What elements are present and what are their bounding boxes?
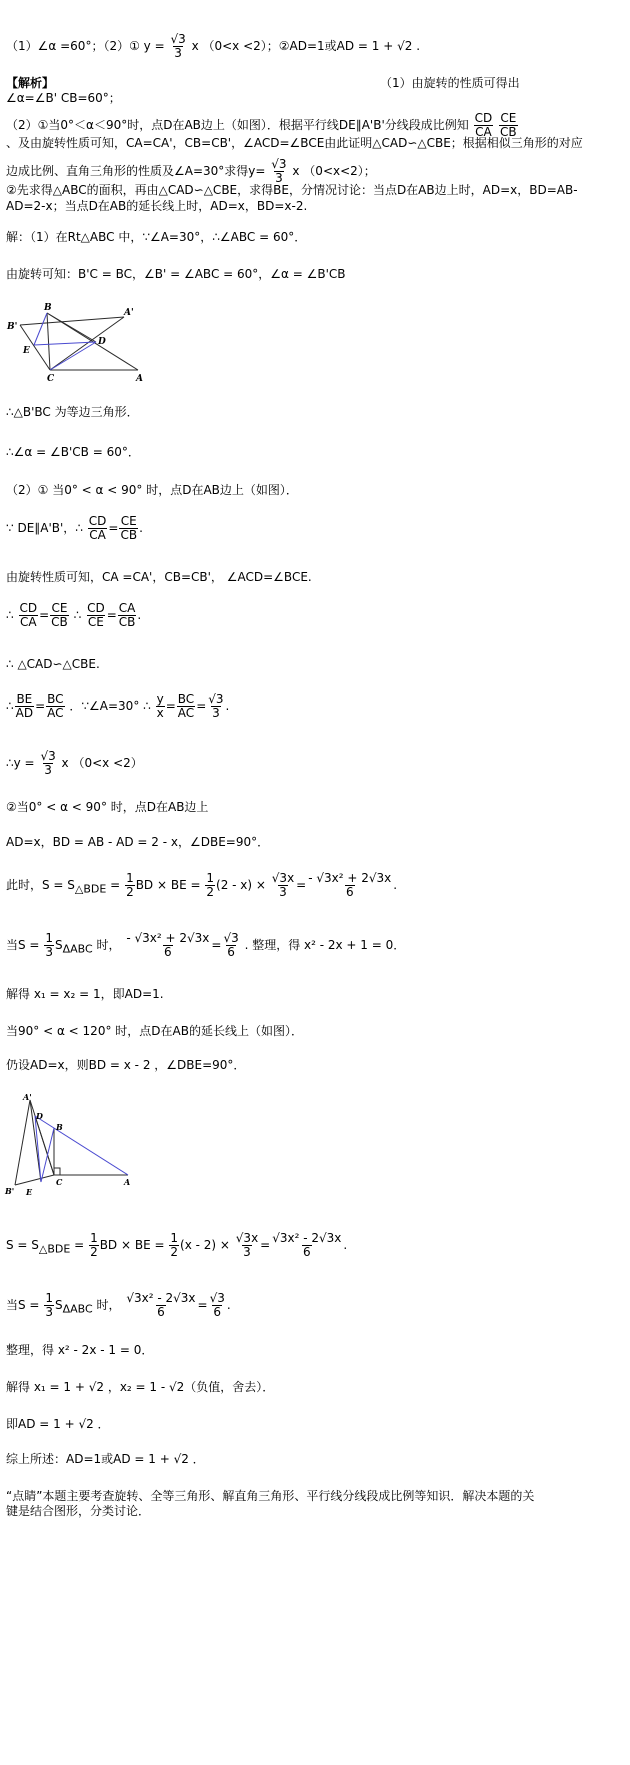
solution-line: 综上所述：AD=1或AD = 1 + √2 ． [6, 1452, 205, 1466]
fraction: $\frac{√3x}{3}$ [235, 1231, 259, 1259]
point-label: C [47, 374, 55, 384]
solution-line: 仍设AD=x，则BD = x - 2 ，∠DBE=90°． [6, 1058, 246, 1072]
solution-line: 当S = $\frac{1}{3}$ $S_{\Delta ABC}$ 时， $\frac{\text{√3x² - 2√3x}}{6}$ = $\frac{√3}{6}$ . [6, 1291, 231, 1319]
fraction: $\frac{CE}{CB}$ [51, 601, 68, 629]
fraction: $\frac{\text{- √3x² + 2√3x}}{6}$ [308, 871, 392, 899]
point-label: A' [124, 308, 134, 318]
fraction: $\frac{1}{2}$ [90, 1231, 98, 1259]
analysis-line: ∠α=∠B' CB=60°； [6, 91, 121, 105]
fraction: $\frac{1}{3}$ [45, 1291, 53, 1319]
solution-line: ∴ △CAD∽△CBE. [6, 657, 100, 671]
solution-line: （2）① 当0° < α < 90° 时，点D在AB边上（如图）． [6, 483, 298, 497]
fraction: $\frac{CD}{CA}$ [88, 514, 107, 542]
answer-line: （1）∠α =60°；（2）① y = $\frac{√3}{3}$ x （0<x <2）；②AD=1或AD = 1 + √2 . [6, 32, 421, 60]
solution-line: ∴∠α = ∠B'CB = 60°． [6, 445, 140, 459]
fraction: $\frac{√3}{3}$ [208, 692, 224, 720]
solution-line: 解：（1）在Rt△ABC 中，∵∠A=30°，∴∠ABC = 60°． [6, 230, 307, 244]
point-label: B' [5, 1186, 15, 1196]
solution-line: ∴ $\frac{CD}{CA}$ = $\frac{CE}{CB}$ ∴ $\frac{CD}{CE}$ = $\frac{CA}{CB}$ . [6, 601, 142, 629]
point-label: A [124, 1177, 131, 1187]
solution-line: 解得 x₁ = x₂ = 1，即AD=1. [6, 987, 164, 1001]
analysis-line: AD=2-x；当点D在AB的延长线上时，AD=x，BD=x-2. [6, 199, 308, 213]
solution-line: 此时，$S = S_{\triangle BDE}$ = $\frac{1}{2}$ BD × BE = $\frac{1}{2}$ (2 - x) × $\frac{√3x}{3}$ = $\frac{\text{- √3x² + 2√3x}}{6}$ . [6, 871, 398, 899]
analysis-line: ②先求得△ABC的面积，再由△CAD∽△CBE，求得BE，分情况讨论：当点D在AB边上时，AD=x，BD=AB- [6, 183, 578, 197]
solution-line: ②当0° < α < 90° 时，点D在AB边上 [6, 800, 209, 814]
fraction: $\frac{CD}{CA}$ [474, 111, 493, 139]
fraction: $\frac{\text{√3x² - 2√3x}}{6}$ [126, 1291, 196, 1319]
fraction: $\frac{CE}{CB}$ [120, 514, 138, 542]
point-label: B [44, 303, 52, 313]
solution-line: 由旋转性质可知，CA =CA'，CB=CB'， ∠ACD=∠BCE. [6, 570, 312, 584]
fraction: $\frac{CD}{CE}$ [87, 601, 105, 629]
fraction: $\frac{BC}{AC}$ [177, 692, 195, 720]
point-label: D [36, 1111, 43, 1121]
fraction: $\frac{√3}{6}$ [209, 1291, 225, 1319]
solution-line: ∴ $\frac{BE}{AD}$ = $\frac{BC}{AC}$ ．∵∠A=30° ∴ $\frac{y}{x}$ = $\frac{BC}{AC}$ = $\frac{√3}{3}$ . [6, 692, 230, 720]
comment-line: “点睛”本题主要考查旋转、全等三角形、解直角三角形、平行线分线段成比例等知识．解决本题的关 [6, 1489, 535, 1503]
fraction: $\frac{CD}{CA}$ [19, 601, 38, 629]
fraction: $\frac{1}{2}$ [126, 871, 134, 899]
fraction: $\frac{√3x}{3}$ [271, 871, 295, 899]
fraction: $\frac{1}{2}$ [206, 871, 215, 899]
fraction: $\frac{y}{x}$ [156, 692, 164, 720]
fraction: $\frac{√3}{6}$ [223, 931, 239, 959]
fraction: $\frac{1}{3}$ [45, 931, 53, 959]
fraction: $\frac{√3}{3}$ [271, 157, 287, 185]
point-label: A [136, 374, 143, 384]
analysis-line: 边成比例、直角三角形的性质及∠A=30°求得y= $\frac{√3}{3}$ x （0<x<2）； [6, 157, 376, 185]
solution-line: ∴△B'BC 为等边三角形． [6, 405, 139, 419]
solution-line: $S = S_{\triangle BDE}$ = $\frac{1}{2}$ BD × BE = $\frac{1}{2}$ (x - 2) × $\frac{√3x}{3}$ = $\frac{\text{√3x² - 2√3x}}{6}$ . [6, 1231, 348, 1259]
point-label: E [26, 1187, 33, 1197]
geometry-figure-2 [6, 1088, 146, 1200]
solution-line: 由旋转可知：B'C = BC，∠B' = ∠ABC = 60°，∠α = ∠B'CB [6, 267, 346, 281]
fraction: $\frac{BC}{AC}$ [47, 692, 64, 720]
point-label: E [23, 346, 30, 356]
point-label: C [56, 1177, 63, 1187]
fraction: $\frac{\text{√3x² - 2√3x}}{6}$ [272, 1231, 342, 1259]
analysis-line: 、及由旋转性质可知，CA=CA'，CB=CB'，∠ACD=∠BCE由此证明△CAD∽△CBE；根据相似三角形的对应 [6, 136, 583, 150]
geometry-figure-1 [6, 300, 151, 390]
analysis-header: 【解析】 [6, 76, 55, 90]
solution-line: AD=x，BD = AB - AD = 2 - x，∠DBE=90°． [6, 835, 270, 849]
comment-line: 键是结合图形，分类讨论． [6, 1504, 151, 1518]
fraction: $\frac{√3}{3}$ [170, 32, 186, 60]
solution-line: 解得 x₁ = 1 + √2 ，x₂ = 1 - √2（负值，舍去）． [6, 1380, 275, 1394]
fraction: $\frac{CE}{CB}$ [500, 111, 517, 139]
solution-line: 当90° < α < 120° 时，点D在AB的延长线上（如图）． [6, 1024, 303, 1038]
solution-line: ∵ DE∥A'B'，∴ $\frac{CD}{CA}$ = $\frac{CE}{CB}$ . [6, 514, 143, 542]
solution-line: 整理，得 x² - 2x - 1 = 0． [6, 1343, 154, 1357]
fraction: $\frac{CA}{CB}$ [118, 601, 136, 629]
point-label: D [98, 337, 106, 347]
fraction: $\frac{√3}{3}$ [40, 749, 56, 777]
solution-line: 即AD = 1 + √2 ． [6, 1417, 110, 1431]
point-label: A' [23, 1092, 32, 1102]
fraction: $\frac{1}{2}$ [170, 1231, 179, 1259]
fraction: $\frac{BE}{AD}$ [15, 692, 34, 720]
fraction: $\frac{\text{- √3x² + 2√3x}}{6}$ [126, 931, 210, 959]
point-label: B [56, 1122, 63, 1132]
solution-line: 当S = $\frac{1}{3}$ $S_{\Delta ABC}$ 时， $\frac{\text{- √3x² + 2√3x}}{6}$ = $\frac{√3}{6}$ . 整理，得 x² - 2x + 1 = 0． [6, 931, 406, 959]
analysis-note: （1）由旋转的性质可得出 [380, 76, 520, 90]
analysis-line: （2）①当0°＜α＜90°时，点D在AB边上（如图）．根据平行线DE∥A'B'分线段成比例知 $\frac{CD}{CA}$ $\frac{CE}{CB}$ [6, 111, 517, 139]
solution-line: ∴y = $\frac{√3}{3}$ x （0<x <2） [6, 749, 143, 777]
point-label: B' [7, 322, 18, 332]
